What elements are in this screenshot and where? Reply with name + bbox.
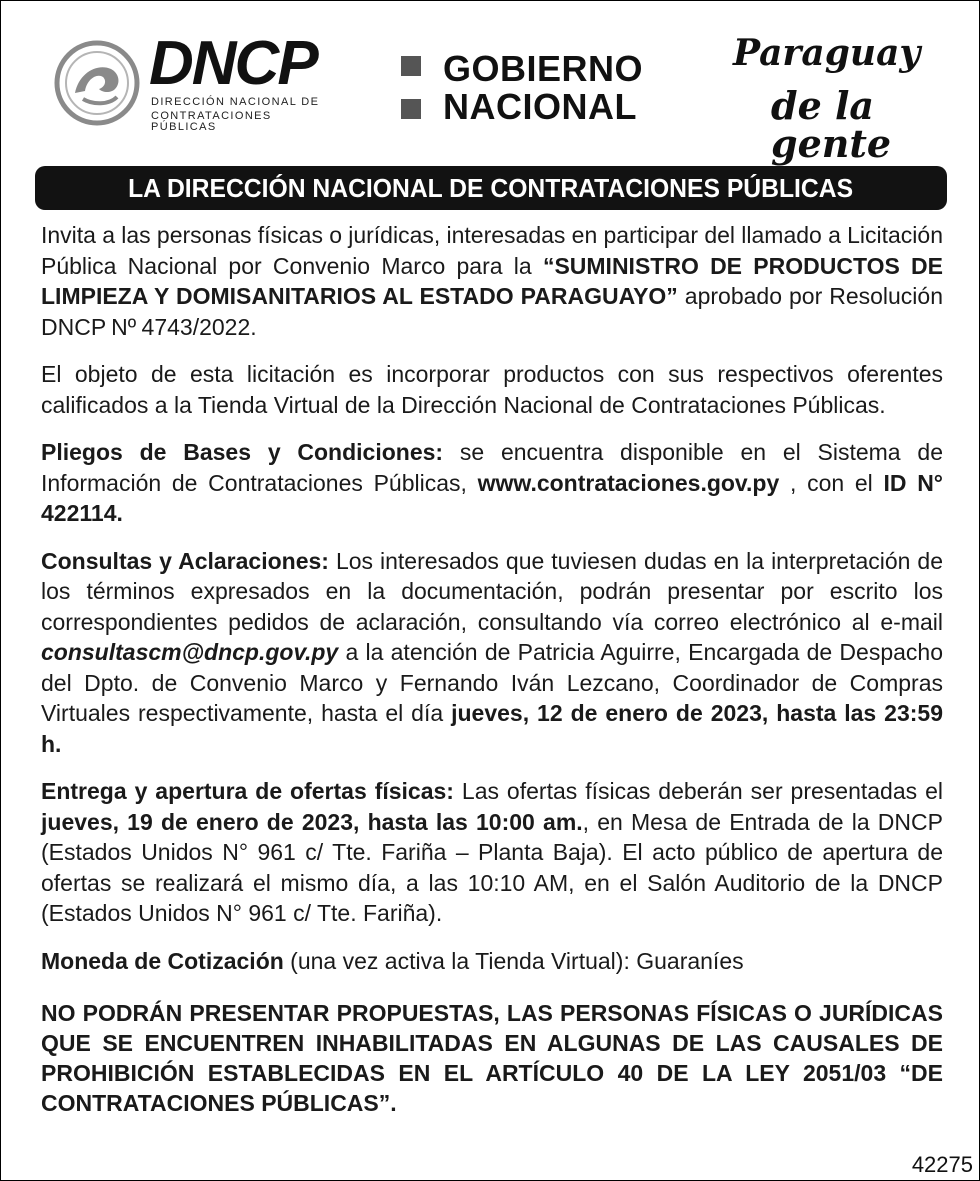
consultas-text2: a la atención de Patricia Aguirre, Encargada de Despacho del Dpto. de Convenio Marco y Fernando Iván Lezcano, Coordinador de Compras Virtuales respectivamente, hasta el día bbox=[41, 639, 943, 726]
entrega-text1: Las ofertas físicas deberán ser presentadas el bbox=[453, 778, 943, 804]
pliegos-text1: se encuentra disponible en el Sistema de Información de Contrataciones Públicas, bbox=[41, 439, 943, 496]
intro-text1: Invita a las personas físicas o jurídicas, interesadas en participar del llamado a Licitación Pública Nacional por Convenio Marco para la bbox=[41, 222, 943, 279]
consultas-paragraph bbox=[41, 546, 943, 760]
gobierno-line2: NACIONAL bbox=[443, 86, 637, 127]
entrega-text2: , en Mesa de Entrada de la DNCP (Estados Unidos N° 961 c/ Tte. Fariña – Planta Baja). El acto público de apertura de ofertas se realizará el mismo día, a las 10:10 AM, en el Salón Auditorio de la DNCP (Estados Unidos N° 961 c/ Tte. Fariña). bbox=[41, 808, 943, 926]
entrega-label: Entrega y apertura de ofertas físicas: bbox=[41, 778, 454, 804]
entrega-date: jueves, 19 de enero de 2023, hasta las 10:00 am. bbox=[41, 808, 583, 835]
gobierno-square-icon bbox=[401, 56, 421, 76]
pliegos-text2: , con el bbox=[779, 469, 884, 496]
consultas-label: Consultas y Aclaraciones: bbox=[41, 547, 329, 574]
dncp-subtitle-line2: CONTRATACIONES PÚBLICAS bbox=[151, 110, 272, 133]
gobierno-line1: GOBIERNO bbox=[443, 48, 644, 89]
gobierno-square-icon bbox=[401, 99, 421, 119]
entrega-paragraph bbox=[41, 776, 943, 929]
moneda-label: Moneda de Cotización bbox=[41, 947, 284, 974]
pliegos-url-link[interactable]: www.contrataciones.gov.py bbox=[477, 469, 780, 496]
dncp-emblem-icon bbox=[53, 39, 143, 127]
objeto-paragraph: El objeto de esta licitación es incorporar productos con sus respectivos oferentes calificados a la Tienda Virtual de la Dirección Nacional de Contrataciones Públicas. bbox=[41, 361, 943, 418]
notice-body bbox=[41, 220, 943, 1135]
intro-bold: “SUMINISTRO DE PRODUCTOS DE LIMPIEZA Y DOMISANITARIOS AL ESTADO PARAGUAYO” bbox=[41, 252, 944, 309]
ad-code-number: 42275 bbox=[911, 1152, 973, 1177]
consultas-email-link[interactable]: consultascm@dncp.gov.py bbox=[41, 639, 339, 665]
pliegos-paragraph bbox=[41, 437, 943, 529]
dncp-subtitle-line1: DIRECCIÓN NACIONAL DE bbox=[151, 96, 320, 108]
intro-text2: aprobado por Resolución DNCP Nº 4743/2022. bbox=[41, 283, 943, 340]
title-bar bbox=[35, 166, 947, 210]
paraguay-logo-line1: Paraguay bbox=[733, 32, 921, 74]
paraguay-logo-line2: de la gente bbox=[771, 83, 892, 166]
moneda-paragraph bbox=[41, 946, 943, 977]
moneda-text: (una vez activa la Tienda Virtual): Guaraníes bbox=[283, 947, 744, 974]
consultas-text1: Los interesados que tuviesen dudas en la interpretación de los términos expresados en la documentación, podrán presentar por escrito los correspondientes pedidos de aclaración, consultando vía correo electrónico al e-mail bbox=[41, 547, 943, 635]
dncp-logo-text: DNCP bbox=[149, 29, 317, 98]
pliegos-id: ID N° 422114. bbox=[41, 469, 944, 526]
consultas-deadline: jueves, 12 de enero de 2023, hasta las 23:59 h. bbox=[41, 700, 943, 757]
page-title: LA DIRECCIÓN NACIONAL DE CONTRATACIONES PÚBLICAS bbox=[128, 173, 854, 203]
intro-paragraph bbox=[41, 220, 943, 342]
pliegos-label: Pliegos de Bases y Condiciones: bbox=[41, 439, 444, 465]
prohibition-notice: NO PODRÁN PRESENTAR PROPUESTAS, LAS PERSONAS FÍSICAS O JURÍDICAS QUE SE ENCUENTREN INHABILITADAS EN ALGUNAS DE LAS CAUSALES DE PROHIBICIÓN ESTABLECIDAS EN EL ARTÍCULO 40 DE LA LEY 2051/03 “DE CONTRATACIONES PÚBLICAS”. bbox=[41, 1000, 943, 1116]
